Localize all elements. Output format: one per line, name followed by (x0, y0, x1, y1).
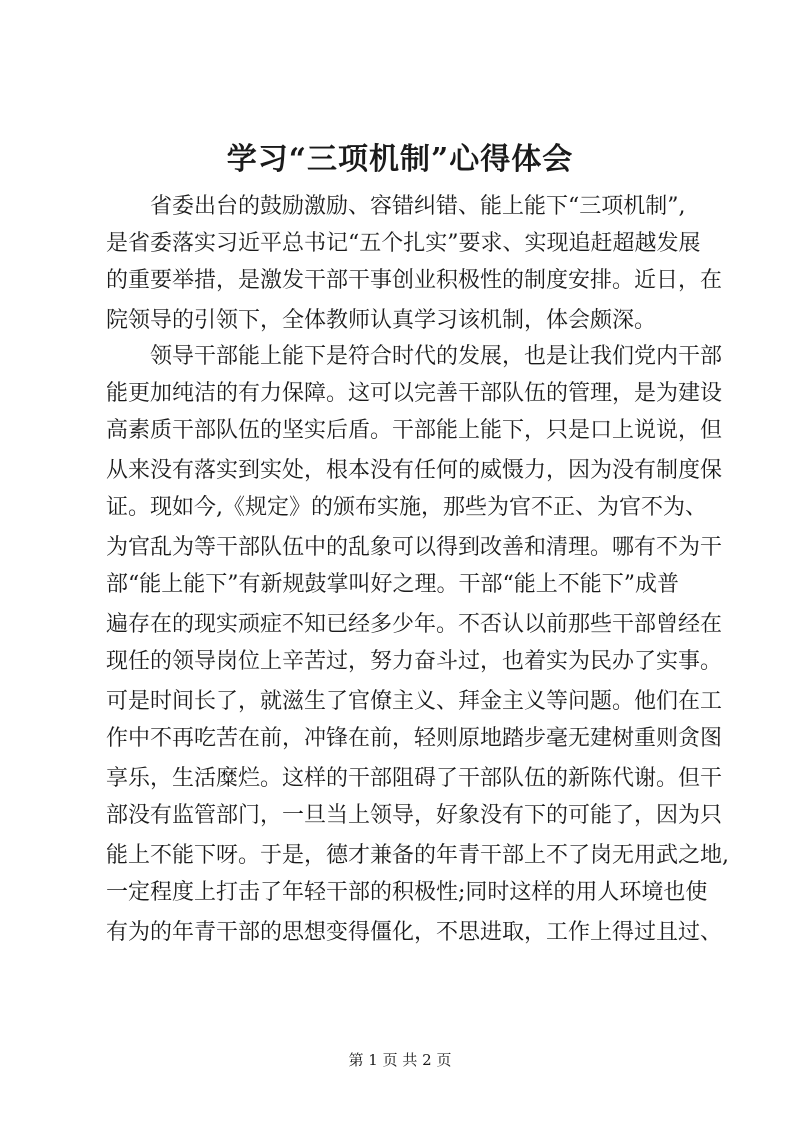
paragraph-line: 是省委落实习近平总书记“五个扎实”要求、实现追赶超越发展 (106, 231, 701, 256)
paragraph-line: 可是时间长了，就滋生了官僚主义、拜金主义等问题。他们在工 (106, 689, 723, 714)
paragraph-line: 作中不再吃苦在前，冲锋在前，轻则原地踏步毫无建树重则贪图 (106, 726, 723, 751)
paragraph-line: 能更加纯洁的有力保障。这可以完善干部队伍的管理，是为建设 (106, 381, 723, 406)
paragraph-line: 有为的年青干部的思想变得僵化，不思进取，工作上得过且过、 (106, 920, 723, 945)
paragraph-line: 现任的领导岗位上辛苦过，努力奋斗过，也着实为民办了实事。 (106, 649, 723, 674)
paragraph-line: 证。现如今,《规定》的颁布实施，那些为官不正、为官不为、 (106, 495, 707, 520)
paragraph-line: 为官乱为等干部队伍中的乱象可以得到改善和清理。哪有不为干 (106, 535, 723, 560)
page-footer: 第 1 页 共 2 页 (348, 1051, 452, 1069)
paragraph-line: 院领导的引领下，全体教师认真学习该机制，体会颇深。 (106, 308, 657, 333)
paragraph-line: 从来没有落实到实处，根本没有任何的威慑力，因为没有制度保 (106, 458, 723, 483)
paragraph-line: 一定程度上打击了年轻干部的积极性;同时这样的用人环境也使 (106, 880, 708, 905)
paragraph-line: 省委出台的鼓励激励、容错纠错、能上能下“三项机制”, (150, 194, 686, 219)
paragraph-line: 能上不能下呀。于是，德才兼备的年青干部上不了岗无用武之地, (106, 843, 729, 868)
paragraph-line: 享乐，生活糜烂。这样的干部阻碍了干部队伍的新陈代谢。但干 (106, 766, 723, 791)
paragraph-line: 的重要举措，是激发干部干事创业积极性的制度安排。近日，在 (106, 268, 723, 293)
paragraph-line: 领导干部能上能下是符合时代的发展，也是让我们党内干部 (150, 344, 723, 369)
document-title: 学习“三项机制”心得体会 (226, 142, 574, 177)
paragraph-line: 部“能上能下”有新规鼓掌叫好之理。干部“能上不能下”成普 (106, 572, 679, 597)
paragraph-line: 部没有监管部门，一旦当上领导，好象没有下的可能了，因为只 (106, 803, 723, 828)
paragraph-line: 高素质干部队伍的坚实后盾。干部能上能下，只是口上说说，但 (106, 418, 723, 443)
paragraph-line: 遍存在的现实顽症不知已经多少年。不否认以前那些干部曾经在 (106, 612, 723, 637)
